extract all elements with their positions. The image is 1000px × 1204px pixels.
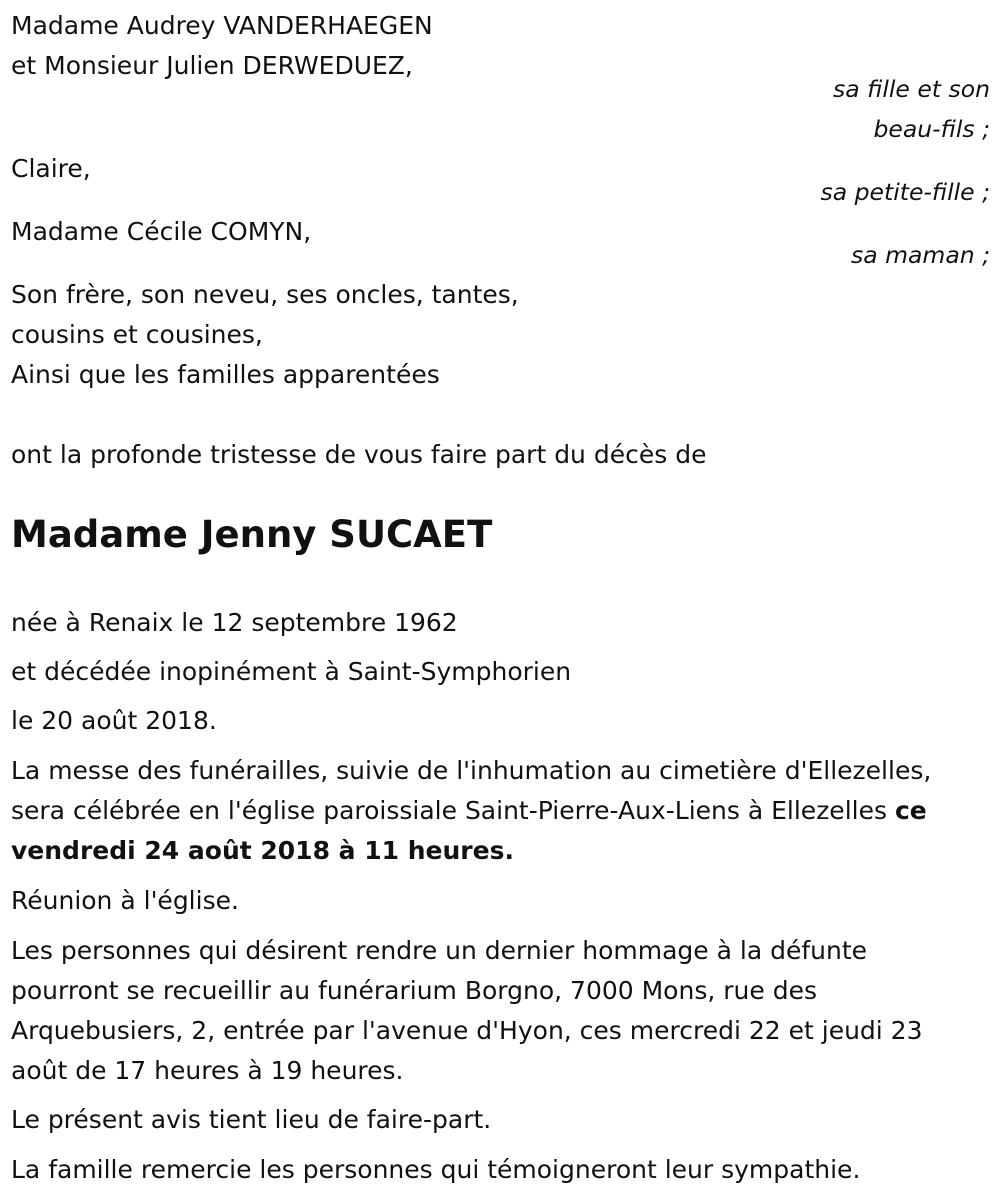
thanks-text: La famille remercie les personnes qui témoigneront leur sympathie. <box>11 1155 861 1184</box>
death-info-line2: le 20 août 2018. <box>11 706 217 735</box>
funeral-line2 <box>11 791 927 831</box>
funeral-line2-bold: ce <box>894 796 927 825</box>
visitation-line4: août de 17 heures à 19 heures. <box>11 1056 404 1085</box>
deceased-name-heading: Madame Jenny SUCAET <box>11 513 493 556</box>
mother-name: Madame Cécile COMYN, <box>11 217 312 246</box>
death-info-line1: et décédée inopinément à Saint-Symphorien <box>11 657 572 686</box>
relatives-line1: Son frère, son neveu, ses oncles, tantes, <box>11 280 519 309</box>
announcement-text: ont la profonde tristesse de vous faire part du décès de <box>11 440 707 469</box>
birth-info: née à Renaix le 12 septembre 1962 <box>11 608 458 637</box>
daughter-name-line: Madame Audrey VANDERHAEGEN <box>11 11 433 40</box>
relatives-line2: cousins et cousines, <box>11 320 263 349</box>
relatives-line3: Ainsi que les familles apparentées <box>11 360 440 389</box>
mother-role: sa maman ; <box>851 241 990 269</box>
daughter-role-line2: beau-fils ; <box>873 115 990 143</box>
visitation-line1: Les personnes qui désirent rendre un dernier hommage à la défunte <box>11 936 868 965</box>
visitation-line3: Arquebusiers, 2, entrée par l'avenue d'Hyon, ces mercredi 22 et jeudi 23 <box>11 1016 923 1045</box>
son-in-law-name-line: et Monsieur Julien DERWEDUEZ, <box>11 51 413 80</box>
visitation-line2: pourront se recueillir au funérarium Borgno, 7000 Mons, rue des <box>11 976 817 1005</box>
funeral-line1: La messe des funérailles, suivie de l'inhumation au cimetière d'Ellezelles, <box>11 756 932 785</box>
granddaughter-role: sa petite-fille ; <box>820 178 990 206</box>
funeral-line2-regular: sera célébrée en l'église paroissiale Saint-Pierre-Aux-Liens à Ellezelles <box>11 796 895 825</box>
funeral-datetime: vendredi 24 août 2018 à 11 heures. <box>11 836 514 865</box>
daughter-role-line1: sa fille et son <box>833 75 990 103</box>
meeting-info: Réunion à l'église. <box>11 886 239 915</box>
notice-text: Le présent avis tient lieu de faire-part. <box>11 1105 492 1134</box>
granddaughter-name: Claire, <box>11 154 91 183</box>
